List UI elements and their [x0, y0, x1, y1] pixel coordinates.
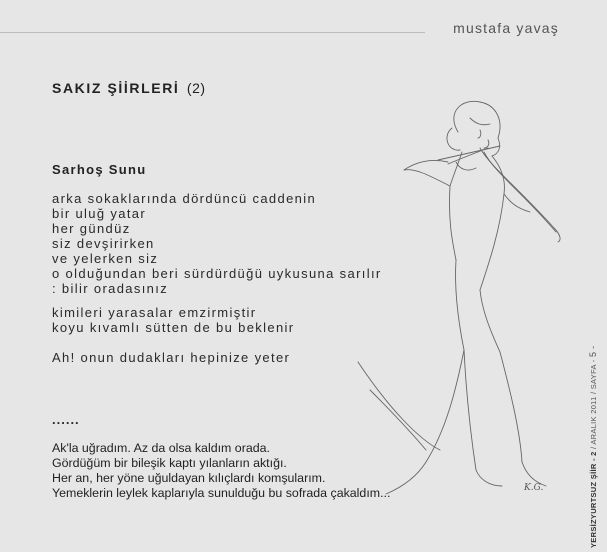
poem-line: arka sokaklarında dördüncü caddenin — [52, 191, 317, 206]
author-name: mustafa yavaş — [453, 20, 559, 36]
poem-line: o olduğundan beri sürdürdüğü uykusuna sarılır — [52, 266, 382, 281]
artist-signature: K.G. — [524, 483, 544, 493]
poem-line: her gündüz — [52, 221, 131, 236]
poem-line: siz devşirirken — [52, 236, 155, 251]
header-rule — [0, 32, 425, 33]
poem-line: Ah! onun dudakları hepinize yeter — [52, 350, 291, 365]
poem-title: Sarhoş Sunu — [52, 162, 147, 177]
poem-stanza-2 — [52, 305, 294, 335]
footer-journal: YERSİZYURTSUZ ŞİİR - 2 — [589, 451, 598, 548]
poem-line: kimileri yarasalar emzirmiştir — [52, 305, 257, 320]
page-title — [52, 80, 206, 96]
footer-page-number: 5 - — [588, 345, 598, 357]
footer-issue-date: / ARALIK 2011 — [589, 396, 598, 449]
prose-line: Ak'la uğradım. Az da olsa kaldım orada. — [52, 441, 270, 455]
page-title-number: (2) — [186, 80, 206, 96]
page-title-text: SAKIZ ŞİİRLERİ — [52, 80, 180, 96]
poem-line: ve yelerken siz — [52, 251, 159, 266]
prose-line: Her an, her yöne uğuldayan kılıçlardı komşularım. — [52, 471, 326, 485]
poem-line: : bilir oradasınız — [52, 281, 169, 296]
violinist-illustration — [330, 90, 590, 510]
section-separator: ...... — [52, 412, 80, 427]
prose-line: Yemeklerin leylek kaplarıyla sunulduğu bu sofrada çakaldım... — [52, 486, 391, 500]
poem-line: bir uluğ yatar — [52, 206, 147, 221]
footer-vertical-text — [588, 346, 598, 548]
prose-line: Gördüğüm bir bileşik kaptı yılanların aktığı. — [52, 456, 287, 470]
poem-stanza-3 — [52, 350, 290, 365]
poem-line: koyu kıvamlı sütten de bu beklenir — [52, 320, 295, 335]
footer-page-label: / SAYFA - — [589, 359, 598, 395]
